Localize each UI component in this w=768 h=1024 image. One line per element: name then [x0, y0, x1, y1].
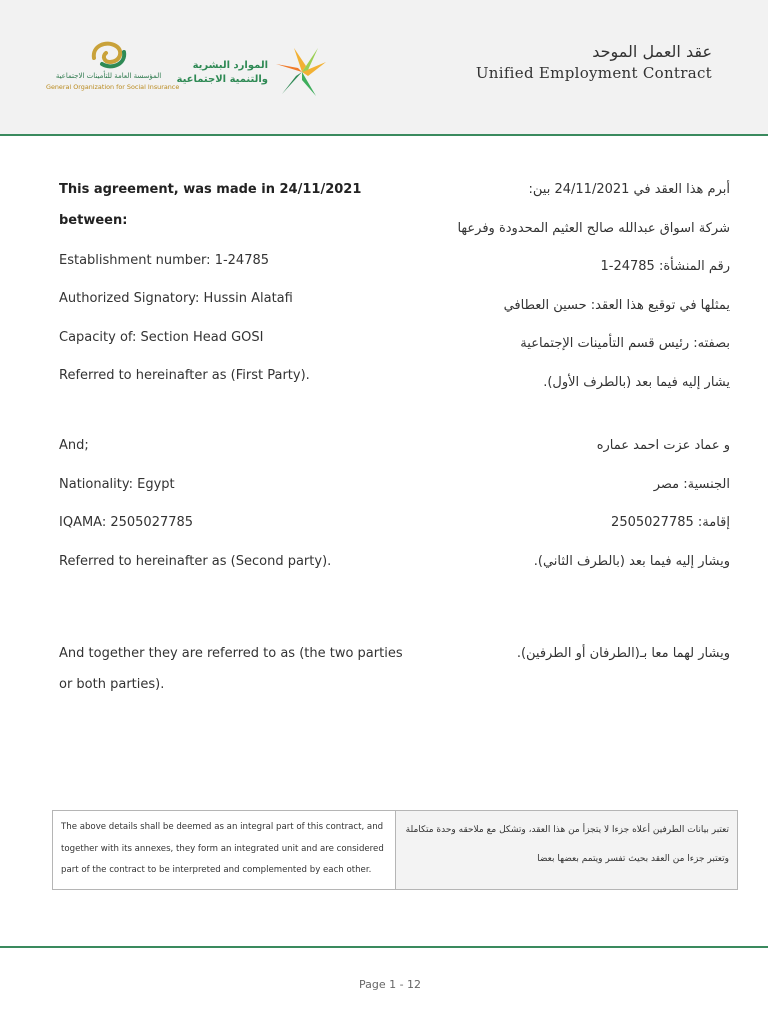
gosi-logo — [46, 38, 180, 100]
logos — [46, 38, 336, 100]
document-header — [0, 0, 768, 136]
capacity-ar: بصفته: رئيس قسم التأمينات الإجتماعية — [520, 336, 730, 351]
agreement-date-en: This agreement, was made in 24/11/2021 — [59, 182, 362, 197]
company-name-ar: شركة اسواق عبدالله صالح العثيم المحدودة وفرعها — [457, 221, 730, 236]
iqama-en: IQAMA: 2505027785 — [59, 515, 194, 530]
establishment-number-en: Establishment number: 1-24785 — [59, 253, 270, 268]
page-number: Page 1 - 12 — [358, 978, 422, 991]
first-party-referred-ar: يشار إليه فيما بعد (بالطرف الأول). — [543, 375, 730, 390]
gosi-arabic-name: المؤسسة العامة للتأمينات الاجتماعية — [55, 72, 162, 80]
hr-ministry-name-line1: الموارد البشرية — [192, 60, 268, 71]
nationality-ar: الجنسية: مصر — [653, 477, 730, 492]
gosi-emblem-icon — [46, 38, 171, 72]
both-parties-ar: ويشار لهما معا بـ(الطرفان أو الطرفين). — [516, 646, 730, 661]
authorized-signatory-ar: يمثلها في توقيع هذا العقد: حسين العطافي — [503, 298, 730, 313]
establishment-number-ar: رقم المنشأة: 24785-1 — [600, 259, 730, 274]
star-emblem-icon — [272, 44, 332, 100]
between-label-en: between: — [59, 213, 128, 228]
footer-divider — [0, 946, 768, 948]
both-parties-en-line1: And together they are referred to as (the two parties — [59, 646, 403, 661]
second-party-name-ar: و عماد عزت احمد عماره — [596, 438, 730, 453]
iqama-ar: إقامة: 2505027785 — [611, 515, 730, 530]
note-text-ar: تعتبر بيانات الطرفين أعلاه جزءا لا يتجزأ من هذا العقد، وتشكل مع ملاحقه وحدة متكاملة وتعتبر جزءا من العقد بحيث تفسر ويتمم بعضها بعضا — [405, 825, 729, 864]
hr-ministry-logo — [178, 44, 334, 100]
nationality-en: Nationality: Egypt — [59, 477, 175, 492]
contract-title-english: Unified Employment Contract — [475, 64, 712, 82]
hr-ministry-name-line2: والتنمية الاجتماعية — [176, 74, 268, 85]
and-label-en: And; — [59, 438, 89, 453]
integral-part-note — [52, 810, 738, 890]
note-text-en: The above details shall be deemed as an integral part of this contract, and together with its annexes, they form an integrated unit and are considered part of the contract to be interpreted and complemented by each other. — [53, 811, 396, 889]
agreement-date-ar: أبرم هذا العقد في 24/11/2021 بين: — [528, 182, 730, 197]
gosi-english-name: General Organization for Social Insurance — [46, 83, 180, 91]
contract-title-arabic: عقد العمل الموحد — [592, 42, 712, 61]
both-parties-en-line2: or both parties). — [59, 677, 165, 692]
second-party-referred-en: Referred to hereinafter as (Second party). — [59, 554, 332, 569]
first-party-referred-en: Referred to hereinafter as (First Party). — [59, 368, 310, 383]
second-party-referred-ar: ويشار إليه فيما بعد (بالطرف الثاني). — [533, 554, 730, 569]
authorized-signatory-en: Authorized Signatory: Hussin Alatafi — [59, 291, 293, 306]
capacity-en: Capacity of: Section Head GOSI — [59, 330, 264, 345]
